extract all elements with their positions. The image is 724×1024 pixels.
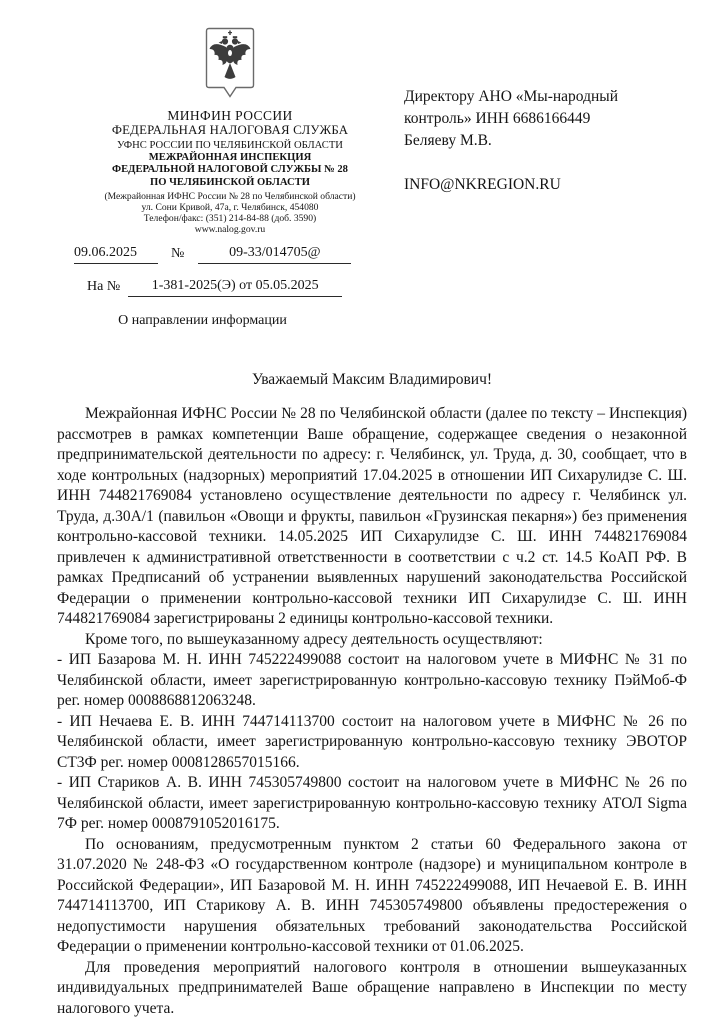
paragraph-list-item: - ИП Стариков А. В. ИНН 745305749800 состоит на налоговом учете в МИФНС № 26 по Челябинской области, имеет зарегистрированную контрольно-кассовую технику АТОЛ Sigma 7Ф рег. номер 0008791052016175.: [57, 774, 687, 832]
letterhead-website: www.nalog.gov.ru: [194, 224, 266, 235]
reference-row-outgoing: [57, 244, 403, 264]
incoming-number: 1-381-2025(Э) от 05.05.2025: [128, 277, 342, 297]
paragraph-list-item: - ИП Нечаева Е. В. ИНН 744714113700 состоит на налоговом учете в МИФНС № 26 по Челябинской области, имеет зарегистрированную контрольно-кассовую технику ЭВОТОР СТ3Ф рег. номер 0008128657015166.: [57, 712, 687, 771]
letter-date: 09.06.2025: [74, 244, 158, 264]
addressee-email: INFO@NKREGION.RU: [404, 176, 561, 193]
letter-header: [57, 27, 690, 329]
russia-coat-of-arms-icon: [205, 27, 255, 99]
subject-line: О направлении информации: [118, 313, 287, 328]
letterhead-ministry: МИНФИН РОССИИ: [167, 108, 293, 123]
paragraph: Кроме того, по вышеуказанному адресу деятельность осуществляют:: [85, 630, 543, 648]
addressee-block: [404, 27, 704, 196]
paragraph: Для проведения мероприятий налогового контроля в отношении вышеуказанных индивидуальных предпринимателей Ваше обращение направлено в Инспекции по месту налогового учета.: [57, 958, 687, 1017]
number-sign: №: [171, 246, 185, 261]
letterhead-department: УФНС РОССИИ ПО ЧЕЛЯБИНСКОЙ ОБЛАСТИ: [117, 139, 343, 151]
addressee-line: Директору АНО «Мы-народный: [404, 88, 618, 105]
letterhead-phone: Телефон/факс: (351) 214-84-88 (доб. 3590): [143, 213, 317, 224]
paragraph: Межрайонная ИФНС России № 28 по Челябинской области (далее по тексту – Инспекция) рассмотрев в рамках компетенции Ваше обращение, содержащее сведения о незаконной предпринимательской деятельности по адресу: г. Челябинск, ул. Труда, д. 30, сообщает, что в ходе контрольных (надзорных) мероприятий 17.04.2025 в отношении ИП Сихарулидзе С. Ш. ИНН 744821769084 установлено осуществление деятельности по адресу г. Челябинск ул. Труда, д.30А/1 (павильон «Овощи и фрукты, павильон «Грузинская пекарня») без применения контрольно-кассовой техники. 14.05.2025 ИП Сихарулидзе С. Ш. ИНН 744821769084 привлечен к административной ответственности в соответствии с ч.2 ст. 14.5 КоАП РФ. В рамках Предписаний об устранении выявленных нарушений законодательства Российской Федерации о применении контрольно-кассовой техники ИП Сихарулидзе С. Ш. ИНН 744821769084 зарегистрированы 2 единицы контрольно-кассовой техники.: [57, 405, 687, 627]
letter-body: [57, 404, 687, 1019]
addressee-line: Беляеву М.В.: [404, 132, 492, 149]
paragraph-list-item: - ИП Базарова М. Н. ИНН 745222499088 состоит на налоговом учете в МИФНС № 31 по Челябинской области, имеет зарегистрированную контрольно-кассовую технику ПэйМоб-Ф рег. номер 0008868812063248.: [57, 651, 687, 709]
salutation: Уважаемый Максим Владимирович!: [251, 371, 493, 388]
addressee-line: контроль» ИНН 6686166449: [404, 110, 591, 127]
letterhead-alt-name: (Межрайонная ИФНС России № 28 по Челябинской области): [104, 191, 356, 202]
letterhead: [57, 27, 403, 329]
reference-row-incoming: [57, 277, 403, 297]
letterhead-address: ул. Сони Кривой, 47а, г. Челябинск, 454080: [141, 202, 319, 213]
paragraph: По основаниям, предусмотренным пунктом 2 статьи 60 Федерального закона от 31.07.2020 № 248-ФЗ «О государственном контроле (надзоре) и муниципальном контроле в Российской Федерации», ИП Базаровой М. Н. ИНН 745222499088, ИП Нечаевой Е. В. ИНН 744714113700, ИП Старикову А. В. ИНН 745305749800 объявлены предостережения о недопустимости нарушения обязательных требований законодательства Российской Федерации о применении контрольно-кассовой техники от 01.06.2025.: [57, 835, 687, 955]
reply-label: На №: [87, 279, 121, 294]
letterhead-inspection-line2: ФЕДЕРАЛЬНОЙ НАЛОГОВОЙ СЛУЖБЫ № 28: [112, 164, 348, 175]
outgoing-number: 09-33/014705@: [198, 244, 351, 264]
letterhead-inspection-line3: ПО ЧЕЛЯБИНСКОЙ ОБЛАСТИ: [149, 176, 310, 188]
letterhead-inspection-line1: МЕЖРАЙОННАЯ ИНСПЕКЦИЯ: [148, 151, 312, 163]
letterhead-service: ФЕДЕРАЛЬНАЯ НАЛОГОВАЯ СЛУЖБА: [111, 123, 349, 137]
